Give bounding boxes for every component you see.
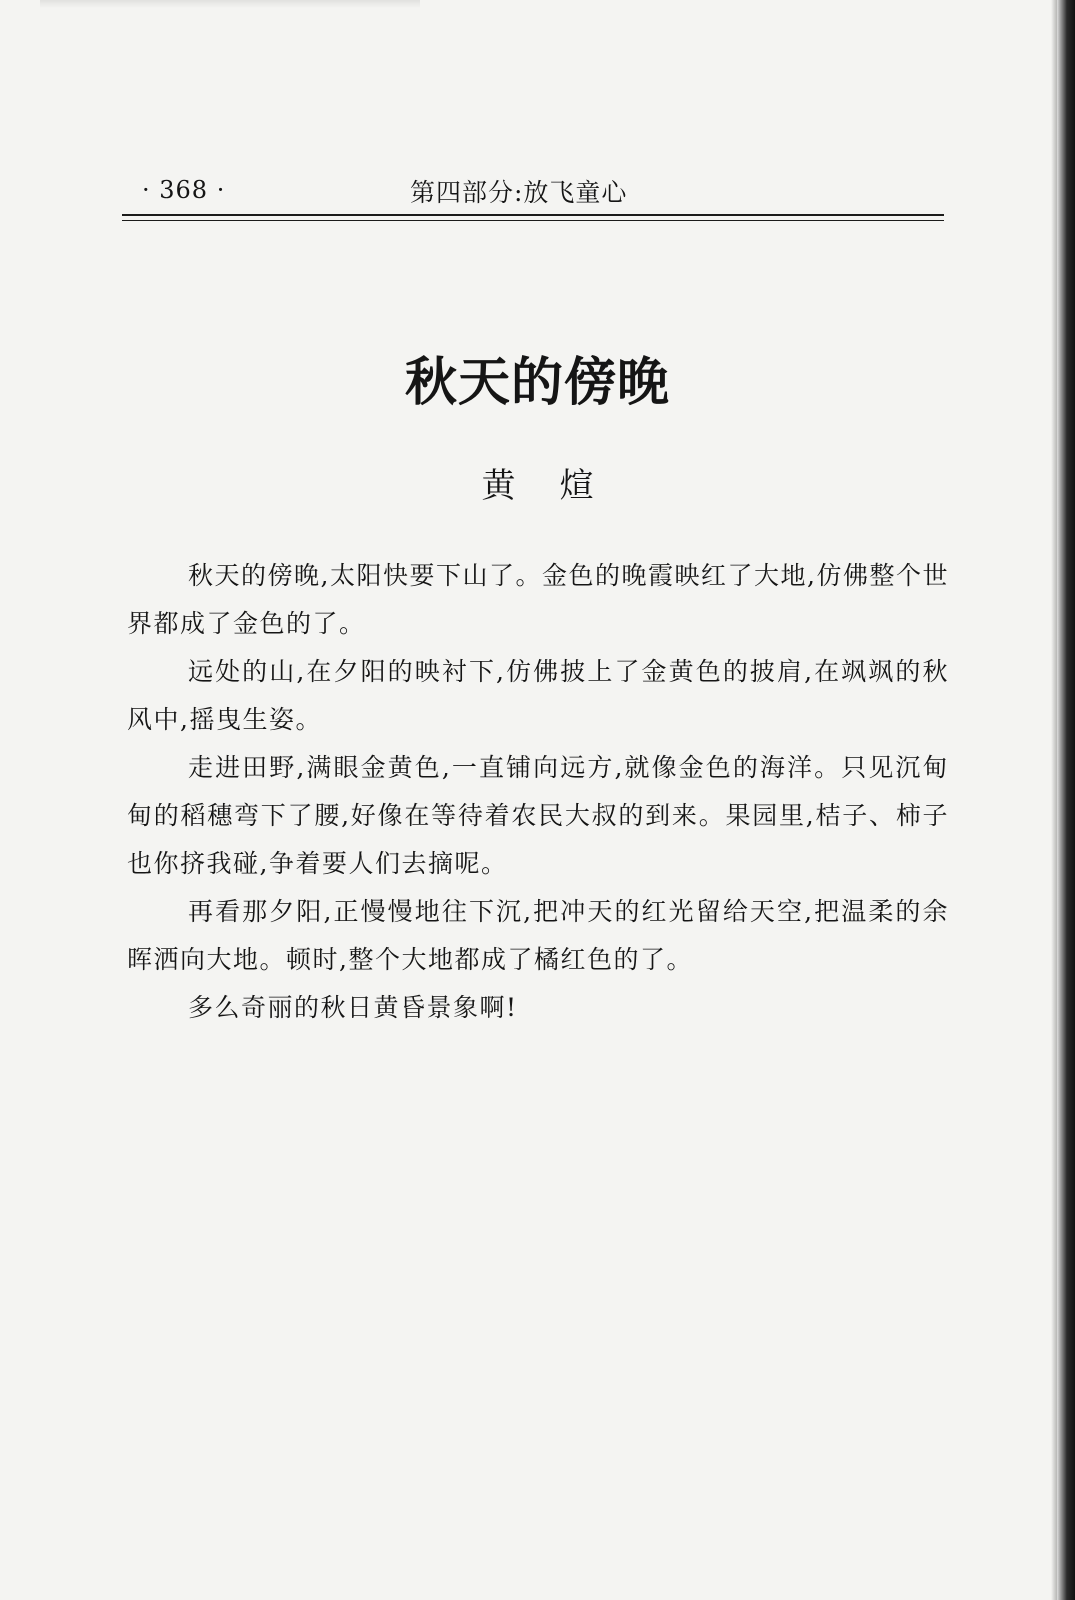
- article-author: 黄煊: [481, 466, 638, 506]
- paragraph: 走进田野,满眼金黄色,一直铺向远方,就像金色的海洋。只见沉甸甸的稻穗弯下了腰,好像在等待着农民大叔的到来。果园里,桔子、柿子也你挤我碰,争着要人们去摘呢。: [127, 753, 949, 878]
- paragraph: 再看那夕阳,正慢慢地往下沉,把冲天的红光留给天空,把温柔的余晖洒向大地。顿时,整个大地都成了橘红色的了。: [127, 897, 949, 974]
- header-rule-thick: [122, 214, 944, 216]
- article-body: [127, 552, 949, 1032]
- section-title: 第四部分:放飞童心: [410, 178, 628, 207]
- paragraph: 秋天的傍晚,太阳快要下山了。金色的晚霞映红了大地,仿佛整个世界都成了金色的了。: [127, 561, 949, 638]
- paragraph: 多么奇丽的秋日黄昏景象啊!: [188, 993, 518, 1022]
- paragraph: 远处的山,在夕阳的映衬下,仿佛披上了金黄色的披肩,在飒飒的秋风中,摇曳生姿。: [127, 657, 949, 734]
- scan-smudge: [40, 0, 420, 8]
- page-number: · 368 ·: [142, 176, 226, 204]
- article-title: 秋天的傍晚: [404, 353, 670, 413]
- header-rule-thin: [122, 220, 944, 221]
- running-header: [122, 172, 944, 214]
- scan-edge: [1057, 0, 1075, 1600]
